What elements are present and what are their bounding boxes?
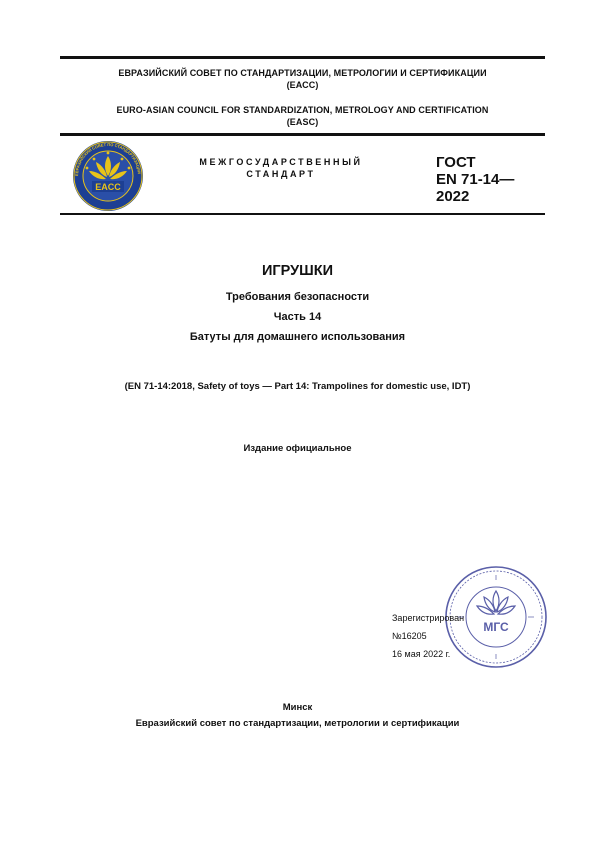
original-standard-reference: (EN 71-14:2018, Safety of toys — Part 14: Trampolines for domestic use, IDT) [124,381,471,392]
logo-ring-text: ЕВРАЗИЙСКИЙ СОВЕТ ПО СТАНДАРТИЗАЦИИ [73,141,142,177]
council-name-ru-text: ЕВРАЗИЙСКИЙ СОВЕТ ПО СТАНДАРТИЗАЦИИ, МЕТРОЛОГИИ И СЕРТИФИКАЦИИ [118,68,487,78]
top-rule [60,56,545,59]
council-abbr-en: (EASC) [286,117,319,127]
easc-emblem-icon [72,140,144,212]
document-subtitle-2: Часть 14 [273,311,322,323]
document-subtitle-3: Батуты для домашнего использования [189,331,406,343]
registration-number: №16205 [392,631,427,641]
standard-type-line1: МЕЖГОСУДАРСТВЕННЫЙ [199,157,363,167]
edition-label: Издание официальное [243,443,352,454]
publisher-name: Евразийский совет по стандартизации, метрологии и сертификации [135,718,460,729]
document-subtitle-1: Требования безопасности [225,291,370,303]
standard-designation [436,154,514,205]
registration-date: 16 мая 2022 г. [392,649,451,659]
council-name-ru [60,67,545,91]
standard-type [150,156,412,180]
publication-city: Минск [282,702,313,713]
stamp-text: МГС [483,620,509,634]
document-title: ИГРУШКИ [262,263,333,279]
designation-line3: 2022 [436,188,470,205]
council-name-en-text: EURO-ASIAN COUNCIL FOR STANDARDIZATION, METROLOGY AND CERTIFICATION [116,105,489,115]
logo-text: EACC [95,182,121,192]
council-abbr-ru: (ЕАСС) [286,80,319,90]
designation-line2: EN 71-14— [436,171,515,188]
header-rule [60,133,545,136]
standard-type-line2: СТАНДАРТ [246,169,316,179]
designation-line1: ГОСТ [436,154,476,171]
registration-status: Зарегистрирован [392,613,465,623]
designation-rule [60,213,545,215]
council-name-en [60,104,545,128]
